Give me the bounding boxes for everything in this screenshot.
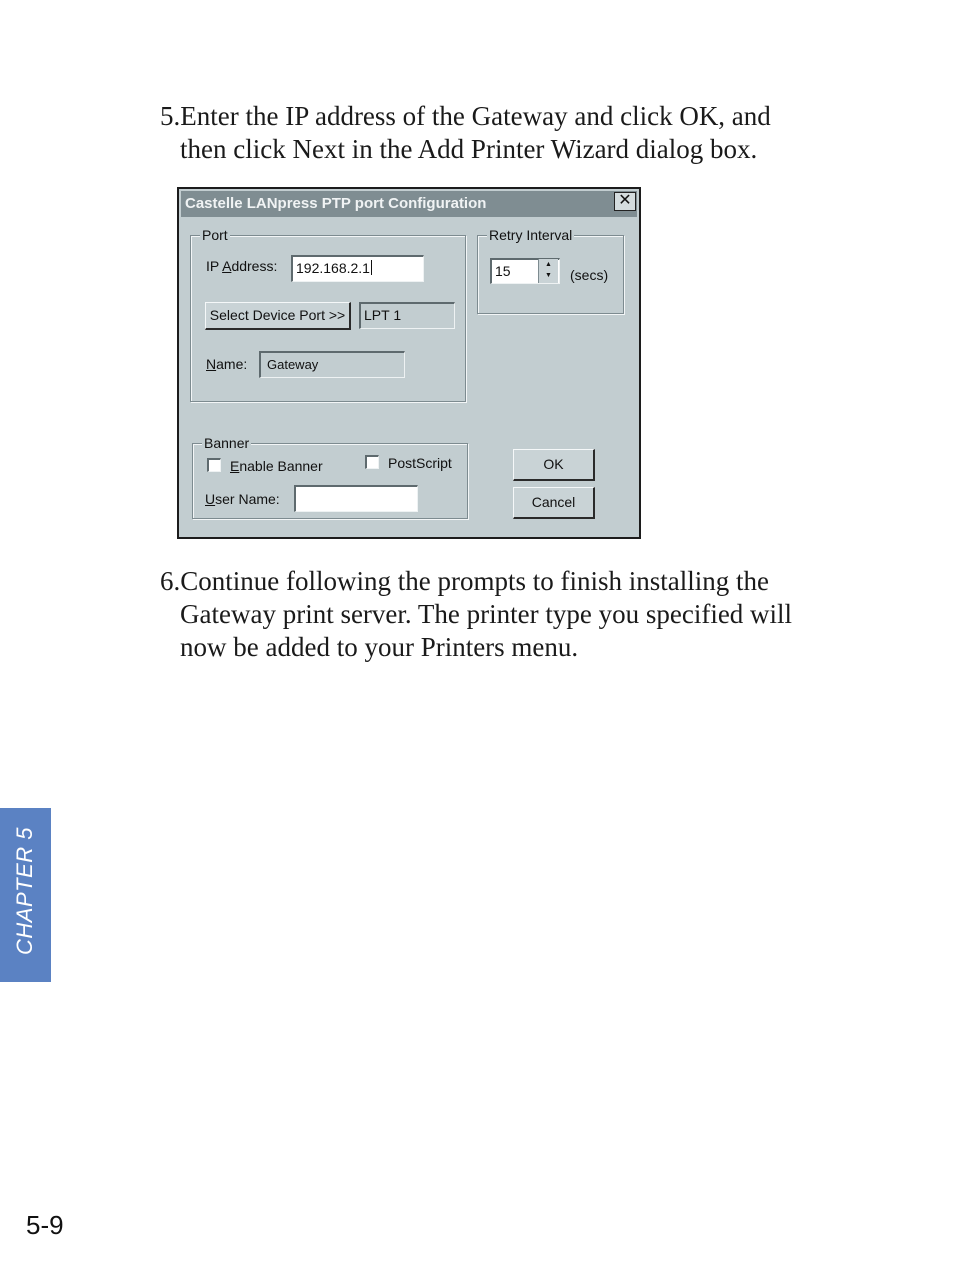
port-group-legend: Port <box>202 227 228 243</box>
cancel-button-label: Cancel <box>531 494 576 510</box>
device-port-field <box>359 302 455 329</box>
user-name-label: User Name: <box>205 491 280 507</box>
page-number: 5-9 <box>26 1210 64 1240</box>
port-configuration-dialog <box>177 187 641 539</box>
step-6-line-3: now be added to your Printers menu. <box>180 632 579 662</box>
step-5-line-2: then click Next in the Add Printer Wizard dialog box. <box>180 134 758 164</box>
dialog-title-bar <box>181 191 637 217</box>
chapter-label: CHAPTER 5 <box>12 827 37 955</box>
enable-banner-label[interactable]: Enable Banner <box>230 458 323 474</box>
name-label: Name: <box>206 356 248 372</box>
ip-address-value: 192.168.2.1 <box>296 260 370 276</box>
user-name-input[interactable] <box>294 485 418 512</box>
postscript-label[interactable]: PostScript <box>388 455 452 471</box>
step-5-instruction <box>160 100 860 166</box>
step-6-instruction <box>160 565 860 664</box>
close-button[interactable] <box>614 192 636 211</box>
banner-group-legend: Banner <box>204 435 250 451</box>
name-field[interactable] <box>259 351 405 378</box>
postscript-checkbox[interactable] <box>365 455 379 469</box>
dialog-title: Castelle LANpress PTP port Configuration <box>185 195 487 212</box>
close-icon: ✕ <box>618 192 632 209</box>
step-6-line-2: Gateway print server. The printer type you specified will <box>180 599 793 629</box>
cancel-button[interactable] <box>513 487 595 519</box>
ok-button-label: OK <box>543 456 564 472</box>
step-5-line-1: 5.Enter the IP address of the Gateway and click OK, and <box>160 101 771 131</box>
text-caret <box>371 260 372 275</box>
enable-banner-checkbox[interactable] <box>207 458 221 472</box>
ip-address-input[interactable] <box>291 255 424 282</box>
ok-button[interactable] <box>513 449 595 481</box>
step-6-line-1: 6.Continue following the prompts to finish installing the <box>160 566 769 596</box>
retry-interval-spinner[interactable] <box>538 259 558 283</box>
device-port-value: LPT 1 <box>364 307 402 323</box>
retry-interval-unit: (secs) <box>570 267 609 283</box>
spin-down-icon[interactable]: ▼ <box>545 272 552 279</box>
select-device-port-label: Select Device Port >> <box>209 307 346 323</box>
select-device-port-button[interactable] <box>205 302 351 330</box>
name-value: Gateway <box>267 357 319 372</box>
spin-up-icon[interactable]: ▲ <box>545 261 552 268</box>
retry-interval-value: 15 <box>495 263 511 279</box>
ip-address-label: IP Address: <box>206 258 278 274</box>
retry-interval-legend: Retry Interval <box>489 227 573 243</box>
